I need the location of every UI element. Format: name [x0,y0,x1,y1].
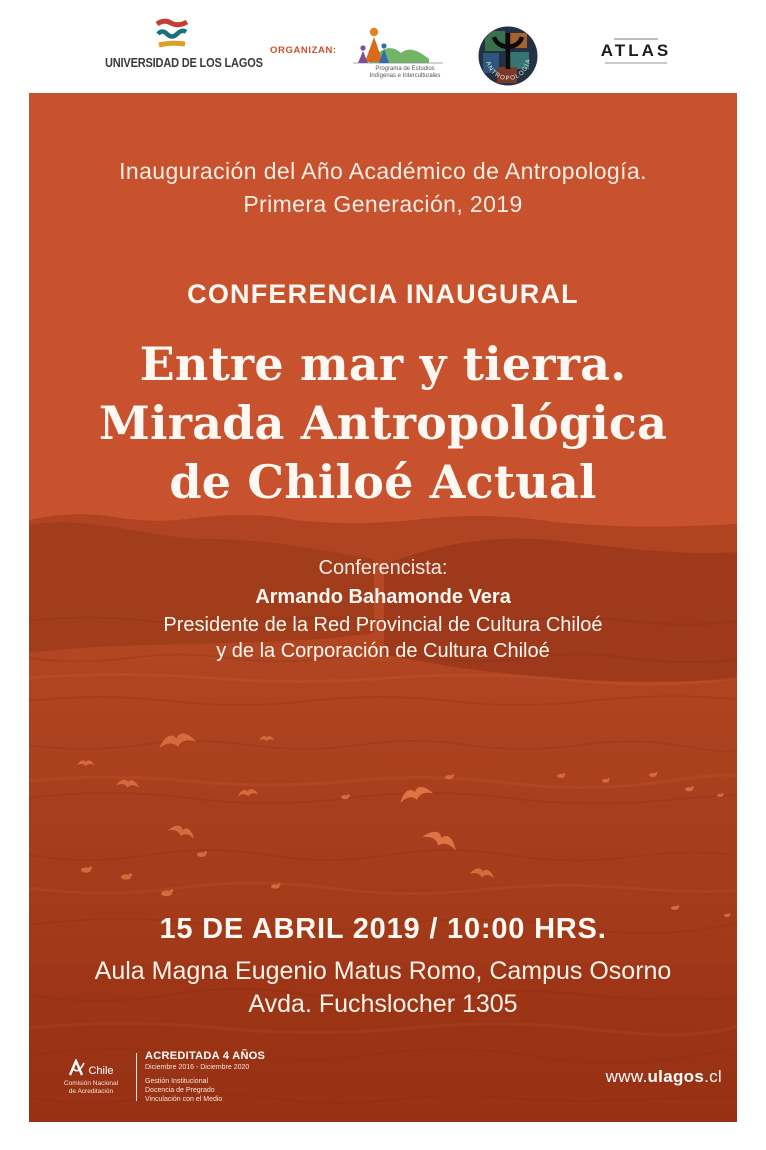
conference-title [29,335,737,512]
cna-caption-line2: de Acreditación [68,1087,114,1095]
title-line2: Mirada Antropológica [98,396,668,450]
event-venue: Aula Magna Eugenio Matus Romo, Campus Osorno [94,957,672,985]
cna-logo [54,1059,128,1096]
peii-logo-line1: Programa de Estudios [375,66,435,72]
website-prefix: www. [605,1067,648,1086]
event-datetime: 15 DE ABRIL 2019 / 10:00 HRS. [159,913,607,945]
website-url [606,1067,722,1087]
ulagos-logo [96,18,263,70]
peii-logo [341,24,451,86]
speaker-block [29,555,737,664]
ulagos-waves-icon [150,18,192,52]
cna-caption-line1: Comisión Nacional [63,1079,119,1087]
accreditation-area-3: Vinculación con el Medio [145,1096,223,1103]
cna-agency-mark: Chile [88,1064,114,1077]
header-logos [0,0,766,93]
speaker-role-line1: Presidente de la Red Provincial de Cultura Chiloé [163,614,603,636]
atlas-bottom-rule [605,62,667,64]
peii-figures-icon [341,24,451,86]
organizers-label: ORGANIZAN: [270,45,337,56]
peii-logo-line2: Indígenas e Interculturales [369,73,441,79]
accreditation-block [54,1050,265,1104]
accreditation-divider [136,1053,137,1101]
accreditation-status: ACREDITADA 4 AÑOS [145,1050,266,1062]
antropologia-seal-label: ANTROPOLOGÍA [484,57,533,83]
kicker-line2: Primera Generación, 2019 [243,191,523,217]
cna-a-check-icon [68,1059,86,1077]
speaker-name: Armando Bahamonde Vera [255,586,511,608]
antropologia-seal [477,25,539,87]
atlas-logo-label: ATLAS [600,41,672,60]
accreditation-period: Diciembre 2016 - Diciembre 2020 [145,1064,250,1071]
website-suffix: .cl [704,1067,722,1086]
event-address: Avda. Fuchslocher 1305 [248,990,518,1018]
accreditation-area-1: Gestión Institucional [145,1078,209,1085]
antropologia-seal-icon [477,25,539,87]
title-line3: de Chiloé Actual [169,455,597,509]
kicker [29,155,737,221]
accreditation-area-2: Docencia de Pregrado [145,1087,215,1094]
atlas-top-rule [614,38,658,40]
title-line1: Entre mar y tierra. [139,337,627,391]
section-label: CONFERENCIA INAUGURAL [187,279,579,309]
speaker-label: Conferencista: [318,557,448,579]
website-domain: ulagos [647,1067,705,1086]
atlas-logo [593,38,679,64]
poster-body [29,93,737,1122]
ulagos-logo-label: UNIVERSIDAD DE LOS LAGOS [105,56,263,70]
event-details [29,913,737,1021]
kicker-line1: Inauguración del Año Académico de Antropología. [119,158,647,184]
speaker-role-line2: y de la Corporación de Cultura Chiloé [216,640,550,662]
